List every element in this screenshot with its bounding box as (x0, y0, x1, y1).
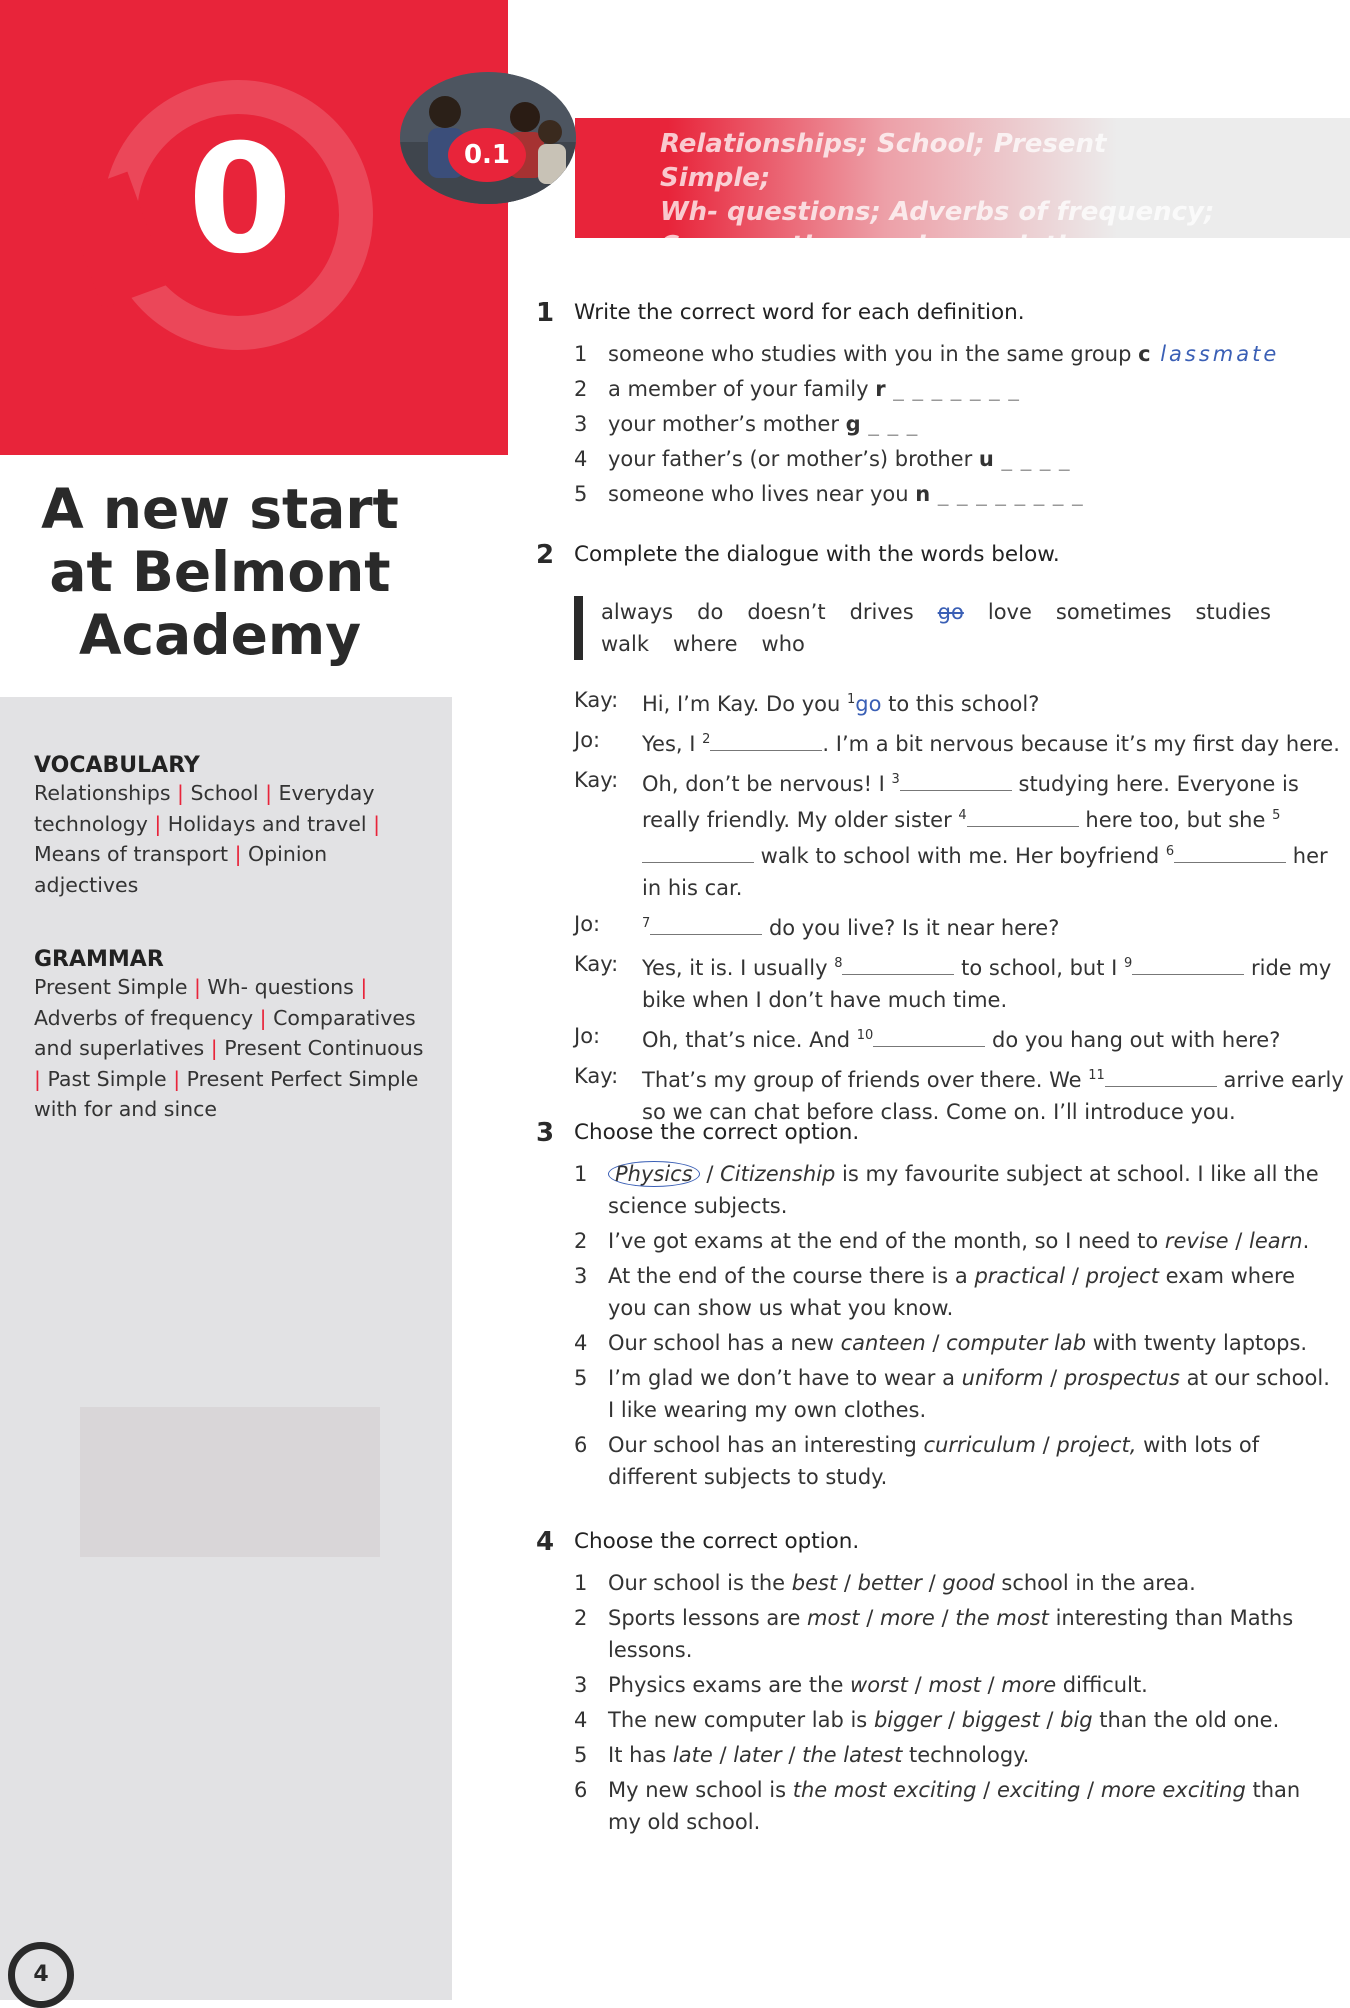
exercise-instruction: Write the correct word for each definition. (574, 300, 1025, 325)
definition-text: someone who lives near you (608, 482, 916, 506)
slash: / (1043, 1366, 1064, 1390)
dialogue-text: walk to school with me. Her boyfriend (754, 844, 1166, 868)
dialogue-text: Oh, that’s nice. And (642, 1028, 857, 1052)
exercise-number: 1 (536, 298, 555, 328)
word-option: always (601, 600, 674, 624)
list-item: Comparatives and superlatives (34, 1005, 416, 1060)
dialogue-text: . I’m a bit nervous because it’s my first day here. (822, 732, 1340, 756)
slash: / (1228, 1229, 1249, 1253)
question-text: with twenty laptops. (1086, 1331, 1308, 1355)
question-item (574, 1669, 1334, 1701)
exercise-2 (536, 540, 1344, 1124)
exercise-instruction: Choose the correct option. (574, 1529, 860, 1554)
list-item: School (190, 781, 259, 805)
option: computer lab (946, 1331, 1087, 1355)
option: curriculum (923, 1433, 1036, 1457)
first-letter: g (845, 412, 861, 436)
answer-blank (900, 772, 1012, 791)
dialogue-text: Yes, I (642, 732, 703, 756)
answer-blank (1132, 956, 1244, 975)
answer-blank (1105, 1068, 1217, 1087)
question-item (574, 1362, 1334, 1426)
vocabulary-list (34, 778, 424, 900)
first-letter: r (875, 377, 886, 401)
answer-blank: _ _ _ _ _ _ _ (885, 377, 1020, 401)
unit-title: A new start at Belmont Academy (41, 477, 399, 667)
answer-blank: _ _ _ _ (993, 447, 1071, 471)
dialogue-text: to this school? (881, 692, 1040, 716)
question-text: at our school. I like wearing my own clothes. (608, 1366, 1330, 1422)
question-item (574, 1739, 1334, 1771)
option: big (1060, 1708, 1093, 1732)
list-item: Means of transport (34, 842, 229, 866)
item-number: 5 (574, 482, 588, 506)
gap-number: 10 (856, 1028, 874, 1043)
vocabulary-heading: VOCABULARY (34, 753, 200, 778)
gap-number: 6 (1165, 844, 1175, 859)
word-option: doesn’t (747, 600, 826, 624)
dialogue (574, 684, 1344, 1132)
answer-blank (642, 844, 754, 863)
gap-number: 9 (1124, 956, 1133, 971)
dialogue-text: studying here. Everyone is really friendly. My older sister (642, 772, 1299, 832)
option: uniform (961, 1366, 1044, 1390)
list-item: Wh- questions (207, 975, 354, 999)
first-letter: u (978, 447, 994, 471)
grammar-list (34, 972, 424, 1125)
option: the most (955, 1606, 1049, 1630)
gap-answer: go (855, 692, 882, 716)
item-number: 5 (574, 1366, 588, 1390)
question-item (574, 1225, 1334, 1257)
option-list (574, 1158, 1334, 1496)
item-number: 6 (574, 1433, 588, 1457)
slash: / (907, 1673, 929, 1697)
handwritten-answer: lassmate (1150, 342, 1280, 366)
exercise-3 (536, 1118, 1330, 1518)
exercise-instruction: Choose the correct option. (574, 1120, 860, 1145)
item-number: 2 (574, 1606, 588, 1630)
speaker: Jo: (574, 728, 601, 752)
item-number: 1 (574, 1571, 588, 1595)
question-text: Our school is the (608, 1571, 792, 1595)
question-text: Our school has an interesting (608, 1433, 924, 1457)
vocabulary-section (34, 753, 424, 900)
option: the most exciting (792, 1778, 977, 1802)
dialogue-text: here too, but she (1078, 808, 1273, 832)
slash: / (976, 1778, 997, 1802)
definition-text: your mother’s mother (608, 412, 846, 436)
dialogue-line (574, 908, 1344, 944)
separator: | (366, 811, 381, 836)
word-option: walk (601, 632, 650, 656)
word-option: drives (849, 600, 914, 624)
word-row (601, 628, 1301, 660)
option: project, (1056, 1433, 1137, 1457)
definition-text: a member of your family (608, 377, 876, 401)
definition-text: someone who studies with you in the same group (608, 342, 1139, 366)
slash: / (934, 1606, 956, 1630)
question-item (574, 1158, 1334, 1222)
item-number: 5 (574, 1743, 588, 1767)
dialogue-line (574, 1020, 1344, 1056)
slash: / (859, 1606, 880, 1630)
speaker: Jo: (574, 912, 601, 936)
first-letter: n (915, 482, 931, 506)
gap-number: 8 (834, 956, 843, 971)
item-number: 2 (574, 377, 588, 401)
option: late (672, 1743, 713, 1767)
item-number: 1 (574, 342, 588, 366)
list-item: Holidays and travel (167, 811, 367, 836)
question-text: interesting than Maths lessons. (608, 1606, 1294, 1662)
option: the latest (802, 1743, 903, 1767)
grammar-section (34, 947, 424, 1125)
question-item (574, 1704, 1334, 1736)
gap-number: 5 (1272, 808, 1281, 823)
dialogue-text: arrive early so we can chat before class. Come on. I’ll introduce you. (642, 1068, 1344, 1124)
lesson-topics: Relationships; School; Present Simple; Wh- questions; Adverbs of frequency; Comparatives and superlatives (660, 129, 1215, 261)
question-text: . (1302, 1229, 1310, 1253)
slash: / (699, 1162, 721, 1186)
slash: / (1035, 1433, 1057, 1457)
option: better (857, 1571, 922, 1595)
item-number: 3 (574, 412, 588, 436)
question-item (574, 1602, 1334, 1666)
option: Citizenship (720, 1162, 836, 1186)
speaker: Kay: (574, 952, 619, 976)
speaker: Kay: (574, 768, 619, 792)
list-item: Opinion adjectives (34, 842, 328, 897)
question-text: with lots of different subjects to study. (608, 1433, 1260, 1489)
definition-item (574, 408, 1334, 440)
gap-number: 3 (891, 772, 900, 787)
item-number: 2 (574, 1229, 588, 1253)
lesson-badge: 0.1 (448, 128, 526, 182)
item-number: 1 (574, 1162, 588, 1186)
answer-blank (710, 732, 822, 751)
slash: / (921, 1571, 943, 1595)
separator: | (166, 1066, 187, 1091)
question-text: school in the area. (994, 1571, 1196, 1595)
list-item: Past Simple (47, 1066, 167, 1091)
word-row (601, 596, 1301, 628)
question-text: Our school has a new (608, 1331, 841, 1355)
speaker: Jo: (574, 1024, 601, 1048)
option: later (733, 1743, 782, 1767)
question-text: I’ve got exams at the end of the month, so I need to (608, 1229, 1165, 1253)
definition-item (574, 443, 1334, 475)
option: bigger (873, 1708, 942, 1732)
question-text: It has (608, 1743, 673, 1767)
answer-blank (873, 1028, 985, 1047)
option: practical (974, 1264, 1066, 1288)
definition-text: your father’s (or mother’s) brother (608, 447, 979, 471)
gap-number: 4 (958, 808, 967, 823)
option: more (1001, 1673, 1057, 1697)
word-option: sometimes (1055, 600, 1172, 624)
list-item: Present Simple (34, 975, 188, 999)
question-text: technology. (902, 1743, 1030, 1767)
exercise-number: 3 (536, 1118, 555, 1148)
item-number: 3 (574, 1264, 588, 1288)
question-text: The new computer lab is (608, 1708, 874, 1732)
dialogue-text: That’s my group of friends over there. We (642, 1068, 1089, 1092)
question-item (574, 1429, 1334, 1493)
separator: | (353, 975, 368, 999)
question-item (574, 1567, 1334, 1599)
question-text: My new school is (608, 1778, 793, 1802)
option: best (791, 1571, 838, 1595)
list-item: Present Perfect Simple with for and since (34, 1066, 419, 1121)
option-list (574, 1567, 1334, 1841)
separator: | (258, 781, 279, 805)
option: project (1085, 1264, 1159, 1288)
option: revise (1164, 1229, 1229, 1253)
gap-number: 1 (847, 692, 856, 707)
first-letter: c (1138, 342, 1151, 366)
definition-list (574, 338, 1334, 513)
speaker: Kay: (574, 1064, 619, 1088)
dialogue-text: her in his car. (642, 844, 1328, 900)
word-option: who (761, 632, 805, 656)
slash: / (712, 1743, 734, 1767)
question-text: than my old school. (608, 1778, 1301, 1834)
separator: | (228, 842, 249, 866)
word-option: love (987, 600, 1032, 624)
gap-number: 2 (702, 732, 711, 747)
gap-number: 11 (1088, 1068, 1105, 1083)
dialogue-text: do you hang out with here? (985, 1028, 1281, 1052)
question-text: than the old one. (1092, 1708, 1280, 1732)
answer-blank (967, 808, 1079, 827)
item-number: 4 (574, 1708, 588, 1732)
question-item (574, 1327, 1334, 1359)
item-number: 6 (574, 1778, 588, 1802)
exercise-number: 4 (536, 1527, 555, 1557)
item-number: 4 (574, 447, 588, 471)
answer-blank: _ _ _ _ _ _ _ _ (930, 482, 1084, 506)
exercise-1 (536, 298, 1326, 518)
option: most (928, 1673, 981, 1697)
dialogue-line (574, 724, 1344, 760)
answer-blank: _ _ _ (860, 412, 919, 436)
option: worst (850, 1673, 908, 1697)
dialogue-text: do you live? Is it near here? (762, 916, 1060, 940)
list-item: Present Continuous (224, 1036, 424, 1060)
question-item (574, 1260, 1334, 1324)
question-text: I’m glad we don’t have to wear a (608, 1366, 962, 1390)
slash: / (1065, 1264, 1086, 1288)
separator: | (147, 811, 168, 836)
separator: | (204, 1036, 225, 1060)
option: most (807, 1606, 860, 1630)
answer-blank (650, 916, 762, 935)
unit-banner (0, 0, 508, 455)
slash: / (941, 1708, 962, 1732)
exercise-4 (536, 1527, 1326, 1857)
page-number: 4 (8, 1942, 74, 2008)
answer-blank (842, 956, 954, 975)
exercise-instruction: Complete the dialogue with the words below. (574, 542, 1060, 567)
word-option: where (673, 632, 738, 656)
option: canteen (840, 1331, 926, 1355)
dialogue-line (574, 948, 1344, 1016)
item-number: 4 (574, 1331, 588, 1355)
word-option: do (697, 600, 724, 624)
question-text: difficult. (1056, 1673, 1148, 1697)
dialogue-text: Oh, don’t be nervous! I (642, 772, 892, 796)
definition-item (574, 478, 1334, 510)
separator: | (253, 1005, 274, 1030)
option: good (942, 1571, 995, 1595)
list-item: Relationships (34, 781, 171, 805)
separator: | (34, 1066, 48, 1091)
dialogue-text: to school, but I (954, 956, 1125, 980)
question-text: Sports lessons are (608, 1606, 808, 1630)
dialogue-text: Hi, I’m Kay. Do you (642, 692, 847, 716)
dialogue-line (574, 684, 1344, 720)
exercise-number: 2 (536, 540, 555, 570)
question-item (574, 1774, 1334, 1838)
slash: / (925, 1331, 947, 1355)
dialogue-text: Yes, it is. I usually (642, 956, 835, 980)
question-text: Physics exams are the (608, 1673, 851, 1697)
question-text: is my favourite subject at school. I like all the science subjects. (608, 1162, 1319, 1218)
separator: | (170, 781, 191, 805)
word-option: go (937, 600, 964, 624)
gap-number: 7 (642, 916, 651, 931)
option: Physics (608, 1161, 700, 1187)
word-box (574, 596, 1301, 660)
word-option: studies (1195, 600, 1271, 624)
list-item: Adverbs of frequency (34, 1005, 254, 1030)
dialogue-line (574, 764, 1344, 904)
speaker: Kay: (574, 688, 619, 712)
slash: / (980, 1673, 1002, 1697)
option: exciting (996, 1778, 1081, 1802)
slash: / (781, 1743, 803, 1767)
definition-item (574, 338, 1334, 370)
definition-item (574, 373, 1334, 405)
separator: | (187, 975, 208, 999)
question-text: At the end of the course there is a (608, 1264, 975, 1288)
slash: / (837, 1571, 858, 1595)
question-text: exam where you can show us what you know. (608, 1264, 1296, 1320)
list-item: Everyday technology (34, 781, 375, 836)
option: more exciting (1100, 1778, 1246, 1802)
answer-blank (1174, 844, 1286, 863)
dialogue-text: ride my bike when I don’t have much time. (642, 956, 1332, 1012)
slash: / (1080, 1778, 1101, 1802)
option: prospectus (1063, 1366, 1180, 1390)
option: biggest (961, 1708, 1040, 1732)
slash: / (1039, 1708, 1061, 1732)
grammar-heading: GRAMMAR (34, 947, 164, 972)
item-number: 3 (574, 1673, 588, 1697)
unit-number: 0 (187, 113, 293, 287)
option: more (879, 1606, 935, 1630)
option: learn (1248, 1229, 1303, 1253)
